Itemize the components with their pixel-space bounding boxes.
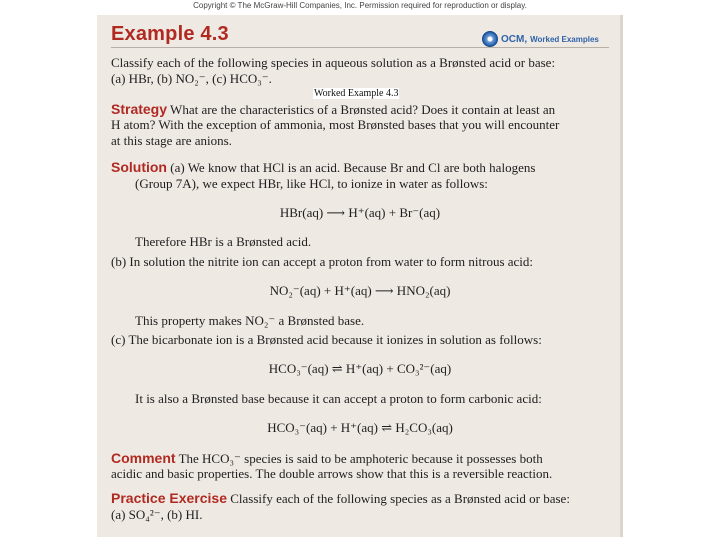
solution-line-1 [111,159,601,176]
practice-line-2: (a) SO₄²⁻, (b) HI. [111,507,203,522]
intro-line-1: Classify each of the following species in aqueous solution as a Brønsted acid or base: [111,55,556,70]
strategy-line-1 [111,101,601,118]
solution-a-line-2: (Group 7A), we expect HBr, like HCl, to ionize in water as follows: [135,176,488,191]
solution-b-conclusion: This property makes NO₂⁻ a Brønsted base. [135,313,365,328]
solution-c-line-2: It is also a Brønsted base because it can accept a proton to form carbonic acid: [135,391,542,406]
comment-label: Comment [111,450,176,466]
ocm-logo [482,29,599,49]
equation-b: NO₂⁻(aq) + H⁺(aq) ⟶ HNO₂(aq) [269,283,451,298]
strategy-line-3: at this stage are anions. [111,133,232,148]
example-title: Example 4.3 [111,23,229,45]
card-edge-shadow [620,15,623,537]
strategy-text-1: What are the characteristics of a Brønsted acid? Does it contain at least an [170,102,556,117]
equation-a: HBr(aq) ⟶ H⁺(aq) + Br⁻(aq) [279,205,441,220]
solution-b-line-1: (b) In solution the nitrite ion can accept a proton from water to form nitrous acid: [111,254,534,269]
comment-text-1: The HCO₃⁻ species is said to be amphoteric because it possesses both [178,451,543,466]
strategy-line-2: H atom? With the exception of ammonia, most Brønsted bases that you will encounter [111,117,560,132]
equation-c2: HCO₃⁻(aq) + H⁺(aq) ⇌ H₂CO₃(aq) [267,420,453,435]
solution-label: Solution [111,159,167,175]
disc-icon [482,31,498,47]
solution-a-conclusion: Therefore HBr is a Brønsted acid. [135,234,312,249]
logo-main-text: OCM, [501,33,528,45]
solution-c-line-1: (c) The bicarbonate ion is a Brønsted acid because it ionizes in solution as follows: [111,332,542,347]
worked-example-link[interactable]: Worked Example 4.3 [314,88,399,99]
copyright-notice: Copyright © The McGraw-Hill Companies, Inc. Permission required for reproduction or display. [193,1,527,10]
practice-text-1: Classify each of the following species as a Brønsted acid or base: [230,491,570,506]
comment-line-2: acidic and basic properties. The double arrows show that this is a reversible reaction. [111,466,553,481]
equation-c1: HCO₃⁻(aq) ⇌ H⁺(aq) + CO₃²⁻(aq) [268,361,452,376]
practice-label: Practice Exercise [111,490,227,506]
logo-sub-text: Worked Examples [530,34,599,44]
solution-text-1: (a) We know that HCl is an acid. Because Br and Cl are both halogens [170,160,536,175]
strategy-label: Strategy [111,101,168,117]
intro-line-2: (a) HBr, (b) NO₂⁻, (c) HCO₃⁻. [111,71,272,86]
practice-line-1 [111,490,601,507]
comment-line-1 [111,450,601,467]
